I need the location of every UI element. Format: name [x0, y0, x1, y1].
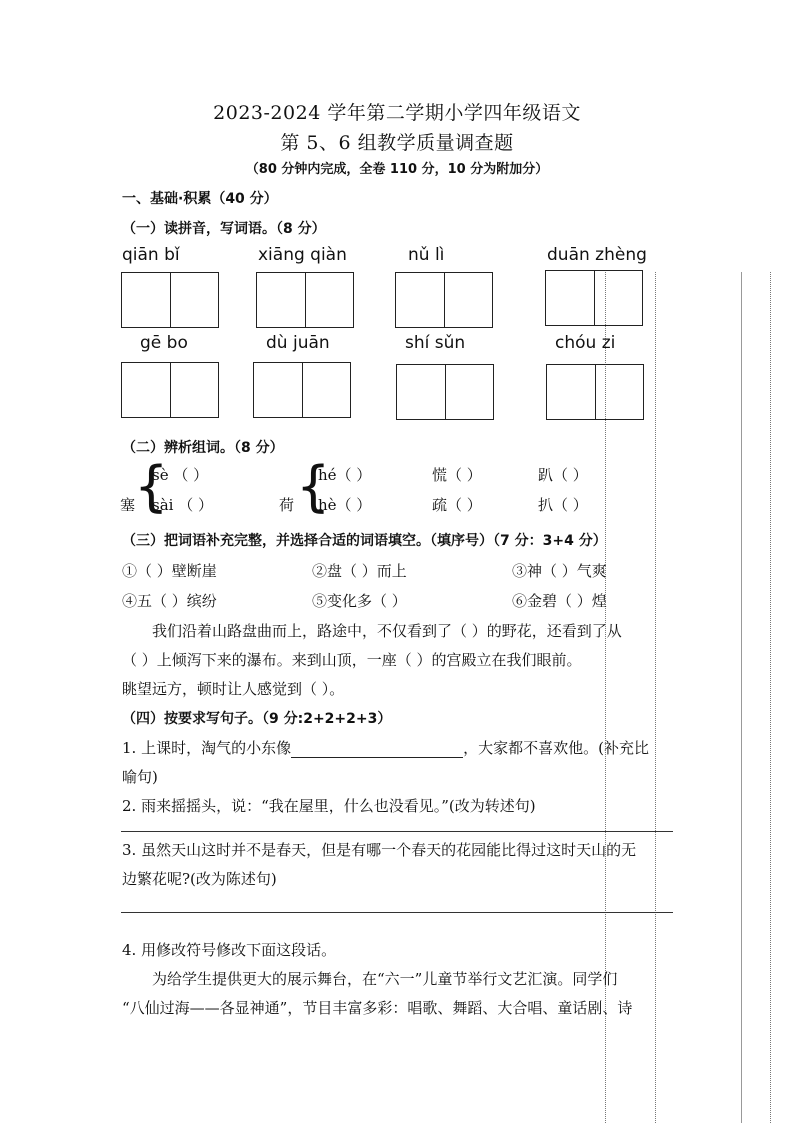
word-blank[interactable]: 扒（ ） [538, 496, 588, 514]
exam-title-line2: 第 5、6 组教学质量调查题 [280, 132, 514, 154]
q1-heading: （一）读拼音，写词语。（8 分） [122, 221, 326, 237]
exam-subtitle: （80 分钟内完成，全卷 110 分，10 分为附加分） [245, 162, 549, 177]
idiom-item[interactable]: ⑤变化多（ ） [312, 592, 407, 610]
idiom-item[interactable]: ④五（ ）缤纷 [122, 592, 217, 610]
answer-box[interactable] [546, 364, 644, 420]
brace-right: { [296, 455, 331, 518]
answer-box[interactable] [121, 272, 219, 328]
sentence-1-note: 喻句) [122, 768, 158, 786]
answer-box[interactable] [395, 272, 493, 328]
sentence-3: 3. 虽然天山这时并不是春天，但是有哪一个春天的花园能比得过这时天山的无 [122, 841, 637, 859]
q4-heading: （四）按要求写句子。（9 分:2+2+2+3） [122, 711, 392, 727]
word-blank[interactable]: hè（ ） [318, 496, 372, 514]
pinyin-label: chóu zi [555, 333, 616, 353]
sentence-1-start: 1. 上课时，淘气的小东像 [122, 739, 292, 757]
paragraph-line: “八仙过海——各显神通”，节目丰富多彩：唱歌、舞蹈、大合唱、童话剧、诗 [122, 999, 633, 1017]
paragraph-line: 为给学生提供更大的展示舞台，在“六一”儿童节举行文艺汇演。同学们 [152, 970, 618, 988]
pinyin-label: xiāng qiàn [258, 245, 347, 265]
pinyin-label: dù juān [266, 333, 330, 353]
word-blank[interactable]: hé（ ） [318, 466, 372, 484]
sentence-1-end: ，大家都不喜欢他。(补充比 [463, 739, 649, 757]
idiom-item[interactable]: ①（ ）壁断崖 [122, 562, 217, 580]
pinyin-label: qiān bǐ [122, 245, 180, 265]
answer-box[interactable] [253, 362, 351, 418]
idiom-item[interactable]: ②盘（ ）而上 [312, 562, 407, 580]
answer-box[interactable] [545, 270, 643, 326]
pinyin-label: shí sǔn [405, 333, 466, 353]
word-blank[interactable]: sài （ ） [152, 496, 213, 514]
q3-heading: （三）把词语补充完整，并选择合适的词语填空。（填序号）（7 分：3+4 分） [122, 533, 607, 549]
answer-box[interactable] [256, 272, 354, 328]
pinyin-label: duān zhèng [547, 245, 647, 265]
idiom-item[interactable]: ⑥金碧（ ）煌 [512, 592, 607, 610]
sentence-4: 4. 用修改符号修改下面这段话。 [122, 941, 337, 959]
answer-line[interactable] [121, 831, 673, 832]
word-blank[interactable]: sè （ ） [152, 466, 209, 484]
sentence-3-cont: 边繁花呢?(改为陈述句) [122, 870, 277, 888]
paragraph-line: 眺望远方，顿时让人感觉到（ ）。 [122, 680, 345, 698]
pinyin-label: nǔ lì [408, 245, 445, 265]
part1-heading: 一、基础·积累（40 分） [122, 191, 278, 207]
margin-solid-line [741, 272, 742, 1123]
answer-line[interactable] [121, 912, 673, 913]
brace-left: { [134, 455, 169, 518]
exam-title-line1: 2023-2024 学年第二学期小学四年级语文 [213, 102, 581, 124]
polyphone-char: 荷 [279, 496, 295, 514]
sentence-2: 2. 雨来摇摇头，说：“我在屋里，什么也没看见。”(改为转述句) [122, 797, 536, 815]
word-blank[interactable]: 趴（ ） [538, 466, 588, 484]
fill-in-line[interactable] [291, 739, 463, 758]
answer-box[interactable] [396, 364, 494, 420]
paragraph-line: 我们沿着山路盘曲而上，路途中，不仅看到了（ ）的野花，还看到了从 [152, 622, 622, 640]
margin-dotted-line [770, 272, 771, 1123]
answer-box[interactable] [121, 362, 219, 418]
word-blank[interactable]: 慌（ ） [432, 466, 482, 484]
margin-dotted-line [655, 272, 656, 1123]
idiom-item[interactable]: ③神（ ）气爽 [512, 562, 607, 580]
paragraph-line: （ ）上倾泻下来的瀑布。来到山顶，一座（ ）的宫殿立在我们眼前。 [122, 651, 582, 669]
q2-heading: （二）辨析组词。（8 分） [122, 440, 284, 456]
word-blank[interactable]: 疏（ ） [432, 496, 482, 514]
pinyin-label: gē bo [140, 333, 188, 353]
polyphone-char: 塞 [120, 496, 136, 514]
sentence-1 [122, 737, 649, 758]
